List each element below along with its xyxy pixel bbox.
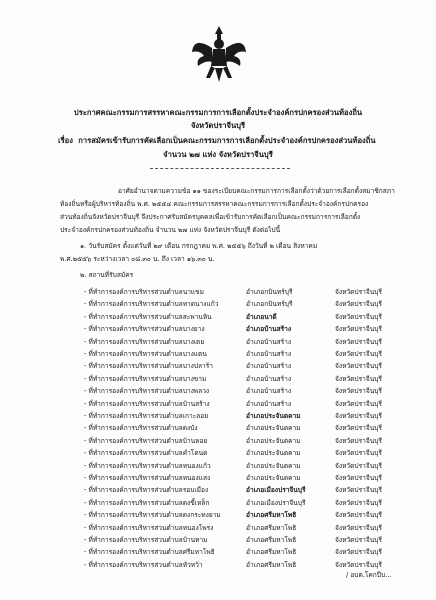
location-place: - ที่ทำการองค์การบริหารส่วนตำบลบางเตย xyxy=(84,337,205,346)
location-row xyxy=(0,385,436,397)
location-province: จังหวัดปราจีนบุรี xyxy=(335,288,382,296)
subject-label: เรื่อง xyxy=(58,136,73,145)
location-district: อำเภอกบินทร์บุรี xyxy=(246,300,293,309)
location-place: - ที่ทำการองค์การบริหารส่วนตำบลบ้านทาม xyxy=(84,536,208,544)
location-district: อำเภอเมืองปราจีนบุรี xyxy=(246,498,306,507)
location-row xyxy=(0,497,436,509)
location-place: - ที่ทำการองค์การบริหารส่วนตำบลบางแตน xyxy=(84,350,207,358)
location-row xyxy=(0,522,436,534)
location-place: - ที่ทำการองค์การบริหารส่วนตำบลศรีมหาโพธิ xyxy=(84,548,215,557)
location-province: จังหวัดปราจีนบุรี xyxy=(335,337,382,346)
location-province: จังหวัดปราจีนบุรี xyxy=(335,548,382,557)
location-district: อำเภอนาดี xyxy=(246,312,277,321)
location-province: จังหวัดปราจีนบุรี xyxy=(335,486,382,495)
location-row xyxy=(0,323,436,335)
item1-line-2: พ.ศ.๒๕๕๖ ระหว่างเวลา ๐๘.๓๐ น. ถึง เวลา ๑๖.๓๐ น. xyxy=(60,255,215,263)
location-district: อำเภอบ้านสร้าง xyxy=(246,362,292,371)
location-district: อำเภอบ้านสร้าง xyxy=(246,374,292,383)
location-row xyxy=(0,311,436,323)
location-place: - ที่ทำการองค์การบริหารส่วนตำบลนาแขม xyxy=(84,288,205,296)
location-place: - ที่ทำการองค์การบริหารส่วนตำบลคำโตนด xyxy=(84,449,208,458)
location-row xyxy=(0,373,436,385)
location-row xyxy=(0,422,436,434)
location-row xyxy=(0,286,436,298)
location-province: จังหวัดปราจีนบุรี xyxy=(335,362,382,371)
location-row xyxy=(0,484,436,496)
location-province: จังหวัดปราจีนบุรี xyxy=(335,312,382,321)
location-district: อำเภอศรีมหาโพธิ xyxy=(246,560,297,569)
location-province: จังหวัดปราจีนบุรี xyxy=(335,474,382,482)
location-place: - ที่ทำการองค์การบริหารส่วนตำบลเกาะลอย xyxy=(84,412,209,420)
location-district: อำเภอกบินทร์บุรี xyxy=(246,288,293,296)
location-province: จังหวัดปราจีนบุรี xyxy=(335,300,382,309)
location-row xyxy=(0,360,436,372)
subject-text: การสมัครเข้ารับการคัดเลือกเป็นคณะกรรมการการเลือกตั้งประจำองค์กรปกครองส่วนท้องถิ่น xyxy=(78,136,376,145)
intro-line-2: ท้องถิ่นหรือผู้บริหารท้องถิ่น พ.ศ. ๒๕๕๔ คณะกรรมการสรรหาคณะกรรมการการเลือกตั้งประจำองค์กรปกครอง xyxy=(60,200,369,208)
intro-line-1: อาศัยอำนาจตามความข้อ ๑๑ ของระเบียบคณะกรรมการการเลือกตั้งว่าด้วยการเลือกตั้งสมาชิกสภา xyxy=(118,187,395,195)
location-district: อำเภอบ้านสร้าง xyxy=(246,350,292,358)
location-row xyxy=(0,298,436,310)
location-district: อำเภอประจันตคาม xyxy=(246,461,301,470)
item1-line-1: ๑. วันรับสมัคร ตั้งแต่วันที่ ๒๙ เดือน กรกฎาคม พ.ศ. ๒๕๕๖ ถึงวันที่ ๒ เดือน สิงหาคม xyxy=(80,242,318,250)
location-province: จังหวัดปราจีนบุรี xyxy=(335,374,382,383)
location-province: จังหวัดปราจีนบุรี xyxy=(335,523,382,532)
location-province: จังหวัดปราจีนบุรี xyxy=(335,536,382,544)
subject-line-1 xyxy=(58,135,376,147)
location-row xyxy=(0,509,436,521)
location-place: - ที่ทำการองค์การบริหารส่วนตำบลหนองแก้ว xyxy=(84,461,211,470)
subject-line-2: จำนวน ๒๗ แห่ง จังหวัดปราจีนบุรี xyxy=(163,150,273,159)
location-province: จังหวัดปราจีนบุรี xyxy=(335,412,382,420)
location-district: อำเภอเมืองปราจีนบุรี xyxy=(246,486,306,495)
location-district: อำเภอบ้านสร้าง xyxy=(246,399,292,408)
intro-line-4: ประจำองค์กรปกครองส่วนท้องถิ่น จำนวน ๒๗ แห่ง จังหวัดปราจีนบุรี ดังต่อไปนี้ xyxy=(60,226,281,234)
location-place: - ที่ทำการองค์การบริหารส่วนตำบลรอบเมือง xyxy=(84,486,209,495)
garuda-emblem-icon xyxy=(190,22,248,84)
location-row xyxy=(0,336,436,348)
location-place: - ที่ทำการองค์การบริหารส่วนตำบลดงบัง xyxy=(84,424,198,433)
location-place: - ที่ทำการองค์การบริหารส่วนตำบลสะพานหิน xyxy=(84,312,212,321)
location-district: อำเภอบ้านสร้าง xyxy=(246,387,292,396)
location-province: จังหวัดปราจีนบุรี xyxy=(335,560,382,569)
location-place: - ที่ทำการองค์การบริหารส่วนตำบลบางปลาร้า xyxy=(84,362,213,371)
location-district: อำเภอประจันตคาม xyxy=(246,412,301,420)
location-row xyxy=(0,435,436,447)
location-district: อำเภอบ้านสร้าง xyxy=(246,325,292,334)
location-place: - ที่ทำการองค์การบริหารส่วนตำบลดงขี้เหล็ก xyxy=(84,498,210,507)
location-province: จังหวัดปราจีนบุรี xyxy=(335,449,382,458)
announcement-province: จังหวัดปราจีนบุรี xyxy=(190,121,246,130)
location-district: อำเภอประจันตคาม xyxy=(246,424,301,433)
location-place: - ที่ทำการองค์การบริหารส่วนตำบลบางขาม xyxy=(84,374,207,383)
location-place: - ที่ทำการองค์การบริหารส่วนตำบลหนองโพรง xyxy=(84,523,214,532)
location-place: - ที่ทำการองค์การบริหารส่วนตำบลบางยาง xyxy=(84,325,205,334)
location-place: - ที่ทำการองค์การบริหารส่วนตำบลบ้านหอย xyxy=(84,436,208,445)
location-province: จังหวัดปราจีนบุรี xyxy=(335,387,382,396)
location-district: อำเภอศรีมหาโพธิ xyxy=(246,536,297,544)
location-district: อำเภอประจันตคาม xyxy=(246,449,301,458)
location-row xyxy=(0,472,436,484)
item2-title: ๒. สถานที่รับสมัคร xyxy=(80,271,134,279)
location-row xyxy=(0,546,436,558)
location-district: อำเภอศรีมหาโพธิ xyxy=(246,523,297,532)
location-district: อำเภอประจันตคาม xyxy=(246,436,301,445)
location-row xyxy=(0,447,436,459)
location-place: - ที่ทำการองค์การบริหารส่วนตำบลหนองแสง xyxy=(84,474,211,482)
location-province: จังหวัดปราจีนบุรี xyxy=(335,436,382,445)
location-place: - ที่ทำการองค์การบริหารส่วนตำบลหัวหว้า xyxy=(84,560,203,569)
location-district: อำเภอประจันตคาม xyxy=(246,474,301,482)
location-district: อำเภอศรีมหาโพธิ xyxy=(246,511,297,520)
location-row xyxy=(0,410,436,422)
location-province: จังหวัดปราจีนบุรี xyxy=(335,399,382,408)
location-place: - ที่ทำการองค์การบริหารส่วนตำบลดงกระทงยาม xyxy=(84,511,221,520)
location-place: - ที่ทำการองค์การบริหารส่วนตำบลบ้านสร้าง xyxy=(84,399,210,408)
location-row xyxy=(0,348,436,360)
location-district: อำเภอศรีมหาโพธิ xyxy=(246,548,297,557)
continuation-note: / อบต.โคกปีบ... xyxy=(346,571,392,579)
location-province: จังหวัดปราจีนบุรี xyxy=(335,498,382,507)
location-row xyxy=(0,398,436,410)
intro-line-3: ส่วนท้องถิ่นจังหวัดปราจีนบุรี จึงประกาศรับสมัครบุคคลเพื่อเข้ารับการคัดเลือกเป็นคณะกรรมการการเลือกตั้ง xyxy=(60,213,361,221)
location-row xyxy=(0,460,436,472)
location-province: จังหวัดปราจีนบุรี xyxy=(335,461,382,470)
location-place: - ที่ทำการองค์การบริหารส่วนตำบลบางพลวง xyxy=(84,387,210,396)
location-province: จังหวัดปราจีนบุรี xyxy=(335,325,382,334)
location-province: จังหวัดปราจีนบุรี xyxy=(335,350,382,358)
location-place: - ที่ทำการองค์การบริหารส่วนตำบลหาดนางแก้ว xyxy=(84,300,219,309)
announcement-title: ประกาศคณะกรรมการสรรหาคณะกรรมการการเลือกตั้งประจำองค์กรปกครองส่วนท้องถิ่น xyxy=(73,108,363,117)
separator xyxy=(150,168,290,169)
location-district: อำเภอบ้านสร้าง xyxy=(246,337,292,346)
location-province: จังหวัดปราจีนบุรี xyxy=(335,511,382,520)
location-row xyxy=(0,534,436,546)
location-province: จังหวัดปราจีนบุรี xyxy=(335,424,382,433)
